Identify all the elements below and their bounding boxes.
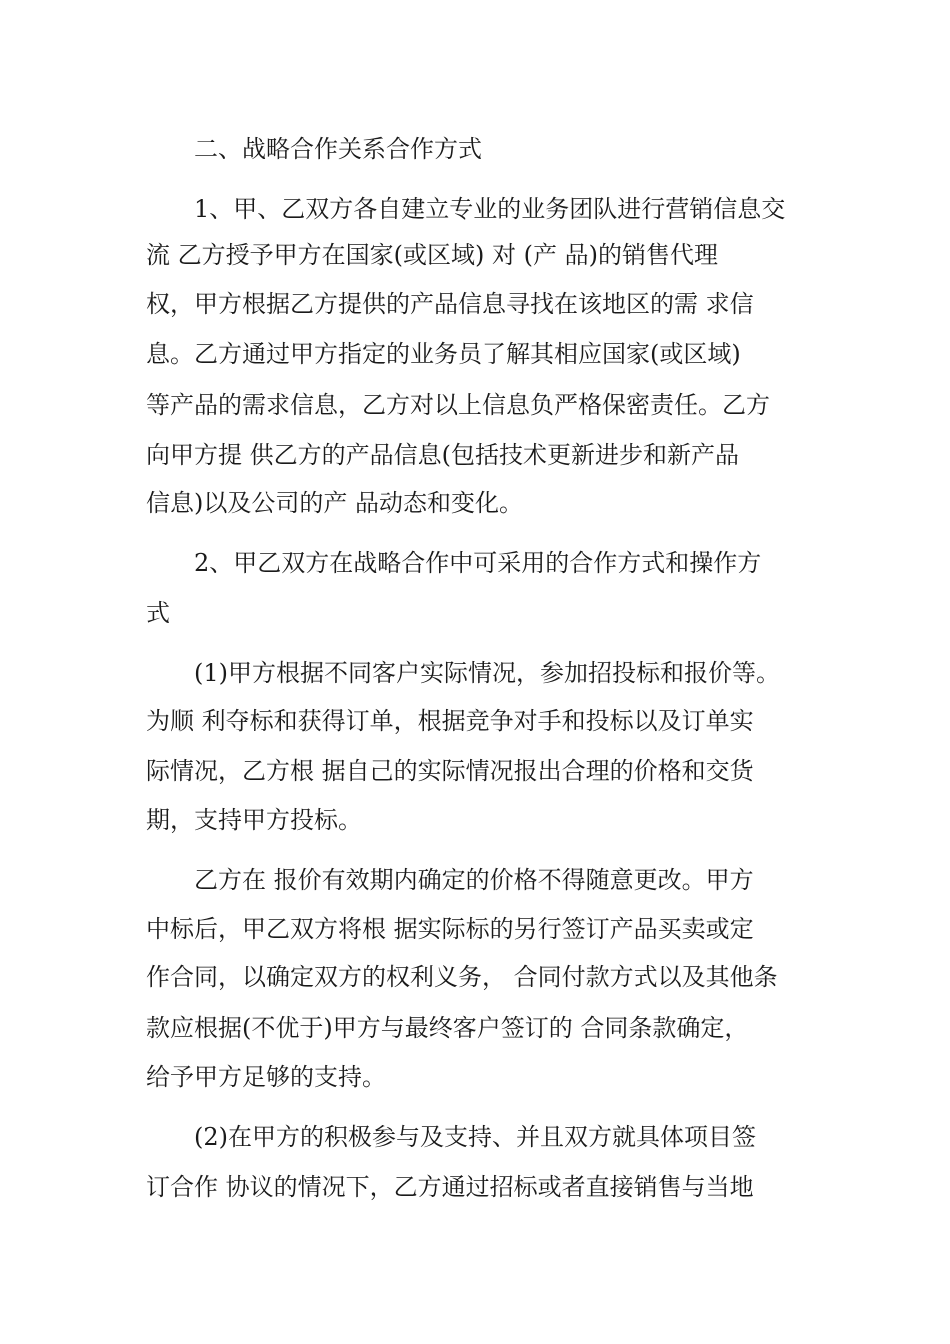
paragraph-line: 式 — [146, 599, 170, 627]
paragraph-line: (2)在甲方的积极参与及支持、并且双方就具体项目签 — [194, 1123, 756, 1151]
paragraph-line: 等产品的需求信息，乙方对以上信息负严格保密责任。乙方 — [146, 391, 770, 419]
paragraph-line: 乙方在 报价有效期内确定的价格不得随意更改。甲方 — [194, 866, 754, 894]
section-heading: 二、战略合作关系合作方式 — [194, 135, 482, 163]
paragraph-line: 权，甲方根据乙方提供的产品信息寻找在该地区的需 求信 — [146, 290, 754, 318]
paragraph-line: 期，支持甲方投标。 — [146, 806, 362, 834]
paragraph-line: 向甲方提 供乙方的产品信息(包括技术更新进步和新产品 — [146, 441, 739, 469]
paragraph-line: 中标后，甲乙双方将根 据实际标的另行签订产品买卖或定 — [146, 915, 754, 943]
paragraph-line: 2、甲乙双方在战略合作中可采用的合作方式和操作方 — [194, 549, 762, 577]
paragraph-line: 订合作 协议的情况下，乙方通过招标或者直接销售与当地 — [146, 1173, 754, 1201]
paragraph-line: 信息)以及公司的产 品动态和变化。 — [146, 489, 523, 517]
paragraph-line: 息。乙方通过甲方指定的业务员了解其相应国家(或区域) — [146, 340, 741, 368]
paragraph-line: 给予甲方足够的支持。 — [146, 1063, 386, 1091]
paragraph-line: 流 乙方授予甲方在国家(或区域) 对 (产 品)的销售代理 — [146, 241, 718, 269]
paragraph-line: 际情况，乙方根 据自己的实际情况报出合理的价格和交货 — [146, 757, 754, 785]
paragraph-line: 作合同，以确定双方的权利义务， 合同付款方式以及其他条 — [146, 963, 778, 991]
paragraph-line: 款应根据(不优于)甲方与最终客户签订的 合同条款确定， — [146, 1014, 749, 1042]
paragraph-line: (1)甲方根据不同客户实际情况，参加招投标和报价等。 — [194, 659, 780, 687]
paragraph-line: 为顺 利夺标和获得订单，根据竞争对手和投标以及订单实 — [146, 707, 754, 735]
paragraph-line: 1、甲、乙双方各自建立专业的业务团队进行营销信息交 — [194, 195, 786, 223]
